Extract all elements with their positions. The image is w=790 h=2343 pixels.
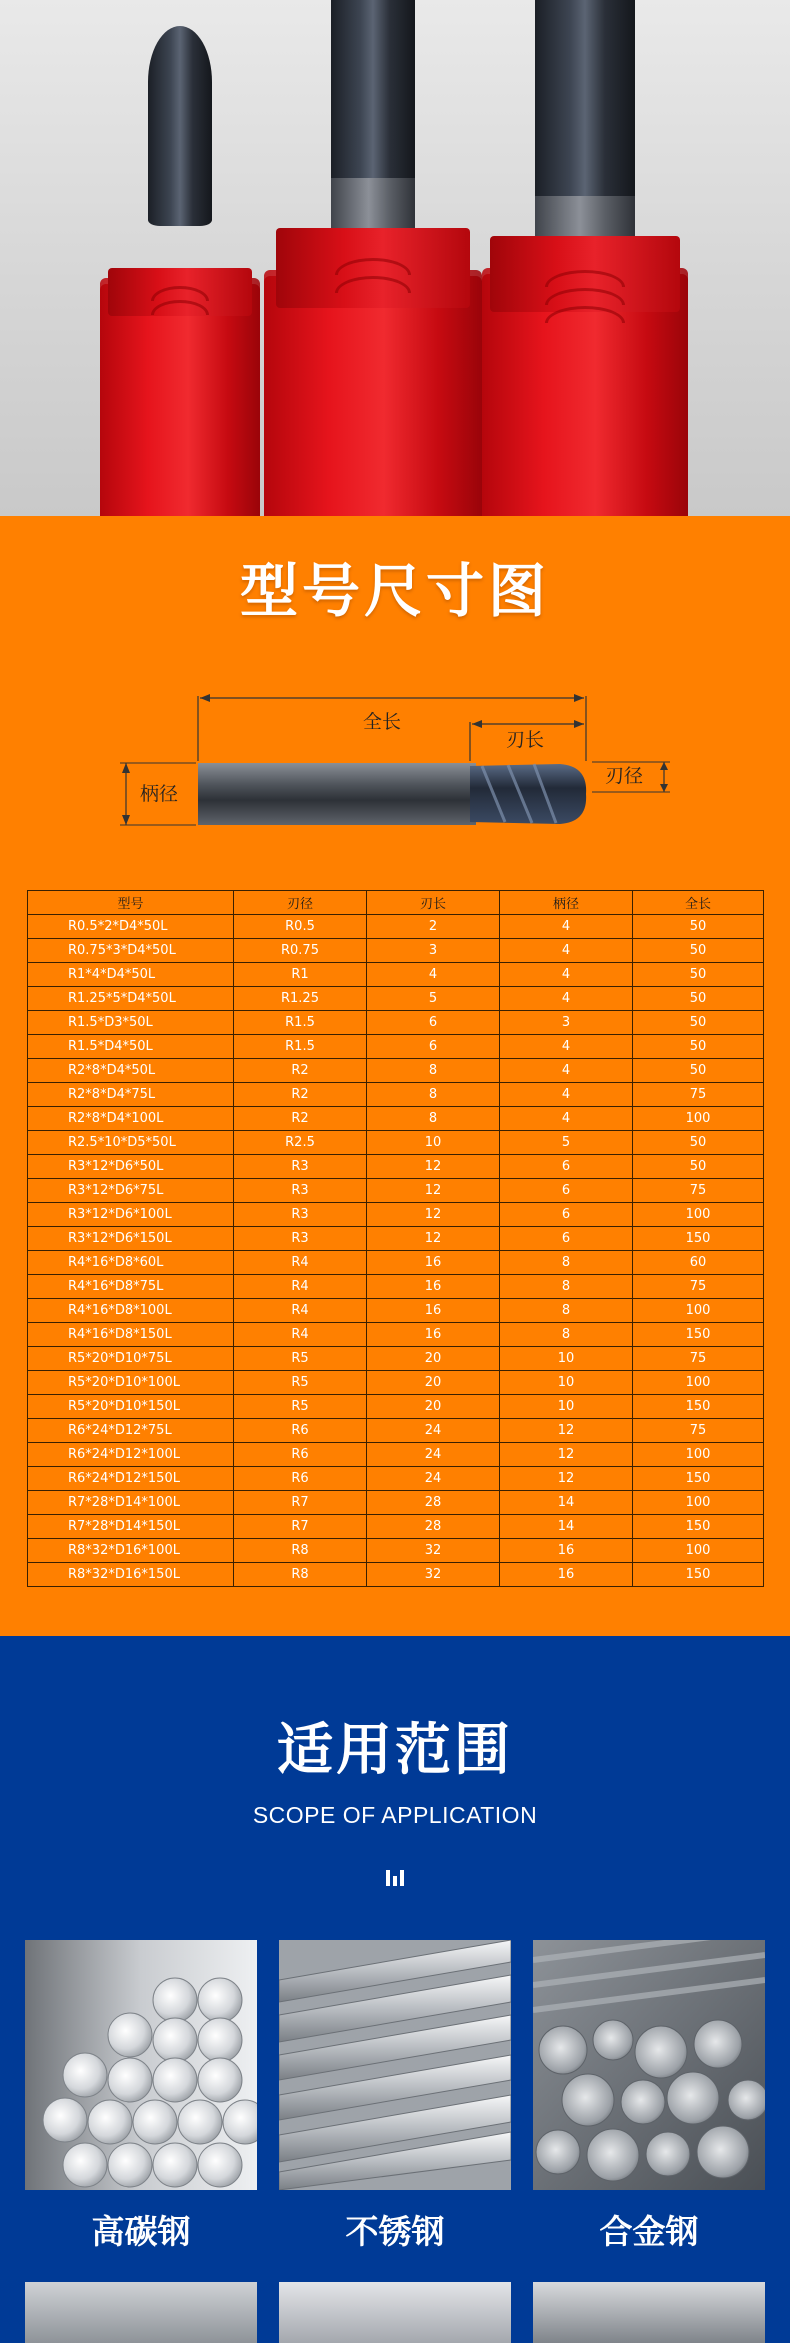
- cell-flute-length: 12: [367, 1179, 500, 1203]
- cell-total-length: 50: [633, 987, 764, 1011]
- table-row: [28, 1059, 764, 1083]
- cell-cutting-diameter: R5: [234, 1347, 367, 1371]
- cell-total-length: 150: [633, 1563, 764, 1587]
- material-photo-alloy-steel: [533, 1940, 765, 2190]
- cell-total-length: 100: [633, 1491, 764, 1515]
- cell-total-length: 50: [633, 1155, 764, 1179]
- cell-flute-length: 12: [367, 1155, 500, 1179]
- table-row: [28, 1395, 764, 1419]
- cell-model: R8*32*D16*100L: [28, 1539, 234, 1563]
- cell-flute-length: 2: [367, 915, 500, 939]
- header-total-length: 全长: [633, 891, 764, 915]
- table-row: [28, 939, 764, 963]
- cell-total-length: 150: [633, 1515, 764, 1539]
- material-photo-row2-1: [25, 2282, 257, 2343]
- cell-shank-diameter: 6: [500, 1227, 633, 1251]
- cell-total-length: 50: [633, 1059, 764, 1083]
- table-row: [28, 1371, 764, 1395]
- cell-flute-length: 32: [367, 1563, 500, 1587]
- cell-cutting-diameter: R4: [234, 1323, 367, 1347]
- cell-flute-length: 12: [367, 1203, 500, 1227]
- cell-model: R4*16*D8*150L: [28, 1323, 234, 1347]
- cell-cutting-diameter: R6: [234, 1443, 367, 1467]
- cell-total-length: 75: [633, 1347, 764, 1371]
- cell-shank-diameter: 4: [500, 1107, 633, 1131]
- cell-shank-diameter: 4: [500, 963, 633, 987]
- cell-model: R5*20*D10*100L: [28, 1371, 234, 1395]
- application-section: [0, 1636, 790, 2343]
- cell-cutting-diameter: R1.5: [234, 1035, 367, 1059]
- table-row: [28, 1155, 764, 1179]
- cell-shank-diameter: 10: [500, 1371, 633, 1395]
- cell-shank-diameter: 8: [500, 1299, 633, 1323]
- cell-flute-length: 16: [367, 1275, 500, 1299]
- spec-table-body: [28, 915, 764, 1587]
- cell-flute-length: 6: [367, 1011, 500, 1035]
- cell-model: R8*32*D16*150L: [28, 1563, 234, 1587]
- table-row: [28, 1515, 764, 1539]
- header-model: 型号: [28, 891, 234, 915]
- header-shank-diameter: 柄径: [500, 891, 633, 915]
- cell-model: R3*12*D6*50L: [28, 1155, 234, 1179]
- cell-flute-length: 8: [367, 1059, 500, 1083]
- cell-total-length: 150: [633, 1227, 764, 1251]
- cell-model: R1.5*D4*50L: [28, 1035, 234, 1059]
- cell-model: R6*24*D12*75L: [28, 1419, 234, 1443]
- cell-total-length: 75: [633, 1083, 764, 1107]
- cell-flute-length: 24: [367, 1467, 500, 1491]
- table-row: [28, 1347, 764, 1371]
- table-row: [28, 1563, 764, 1587]
- cell-shank-diameter: 6: [500, 1179, 633, 1203]
- cell-model: R6*24*D12*150L: [28, 1467, 234, 1491]
- cell-total-length: 100: [633, 1299, 764, 1323]
- cell-model: R4*16*D8*60L: [28, 1251, 234, 1275]
- cell-total-length: 100: [633, 1443, 764, 1467]
- table-row: [28, 1323, 764, 1347]
- cell-flute-length: 20: [367, 1371, 500, 1395]
- cell-cutting-diameter: R6: [234, 1467, 367, 1491]
- table-row: [28, 1275, 764, 1299]
- cell-cutting-diameter: R2: [234, 1107, 367, 1131]
- cell-flute-length: 24: [367, 1443, 500, 1467]
- cell-total-length: 75: [633, 1419, 764, 1443]
- cell-model: R1.25*5*D4*50L: [28, 987, 234, 1011]
- cell-shank-diameter: 12: [500, 1467, 633, 1491]
- cell-shank-diameter: 12: [500, 1419, 633, 1443]
- cell-flute-length: 20: [367, 1395, 500, 1419]
- size-chart-title: 型号尺寸图: [239, 557, 550, 625]
- product-photo: [0, 0, 790, 516]
- cell-cutting-diameter: R4: [234, 1299, 367, 1323]
- ball-end-mill-small: [90, 0, 270, 516]
- table-row: [28, 987, 764, 1011]
- cell-total-length: 150: [633, 1467, 764, 1491]
- cell-model: R2.5*10*D5*50L: [28, 1131, 234, 1155]
- cell-cutting-diameter: R5: [234, 1371, 367, 1395]
- cell-cutting-diameter: R0.75: [234, 939, 367, 963]
- cell-shank-diameter: 14: [500, 1491, 633, 1515]
- cell-flute-length: 4: [367, 963, 500, 987]
- cell-cutting-diameter: R4: [234, 1275, 367, 1299]
- table-row: [28, 1011, 764, 1035]
- cell-flute-length: 28: [367, 1515, 500, 1539]
- cell-flute-length: 28: [367, 1491, 500, 1515]
- cell-flute-length: 16: [367, 1323, 500, 1347]
- table-row: [28, 1227, 764, 1251]
- cell-model: R6*24*D12*100L: [28, 1443, 234, 1467]
- cell-cutting-diameter: R3: [234, 1155, 367, 1179]
- cell-flute-length: 20: [367, 1347, 500, 1371]
- cell-total-length: 75: [633, 1275, 764, 1299]
- material-label-alloy-steel: 合金钢: [599, 2212, 699, 2251]
- cell-model: R2*8*D4*50L: [28, 1059, 234, 1083]
- application-title: 适用范围: [277, 1718, 513, 1783]
- cell-total-length: 50: [633, 1035, 764, 1059]
- cell-cutting-diameter: R7: [234, 1515, 367, 1539]
- cell-total-length: 50: [633, 915, 764, 939]
- table-row: [28, 1035, 764, 1059]
- cell-model: R0.5*2*D4*50L: [28, 915, 234, 939]
- cell-model: R2*8*D4*75L: [28, 1083, 234, 1107]
- cell-model: R3*12*D6*100L: [28, 1203, 234, 1227]
- cell-cutting-diameter: R2.5: [234, 1131, 367, 1155]
- cell-shank-diameter: 4: [500, 987, 633, 1011]
- table-row: [28, 1107, 764, 1131]
- cell-model: R0.75*3*D4*50L: [28, 939, 234, 963]
- cell-cutting-diameter: R0.5: [234, 915, 367, 939]
- cell-total-length: 50: [633, 939, 764, 963]
- cell-model: R4*16*D8*75L: [28, 1275, 234, 1299]
- cell-shank-diameter: 4: [500, 1035, 633, 1059]
- cell-flute-length: 6: [367, 1035, 500, 1059]
- cell-model: R1.5*D3*50L: [28, 1011, 234, 1035]
- table-row: [28, 1179, 764, 1203]
- table-row: [28, 1443, 764, 1467]
- cell-model: R4*16*D8*100L: [28, 1299, 234, 1323]
- cell-total-length: 150: [633, 1323, 764, 1347]
- cell-shank-diameter: 4: [500, 939, 633, 963]
- table-row: [28, 1131, 764, 1155]
- cell-cutting-diameter: R5: [234, 1395, 367, 1419]
- cell-total-length: 75: [633, 1179, 764, 1203]
- table-row: [28, 1203, 764, 1227]
- table-row: [28, 963, 764, 987]
- cell-cutting-diameter: R8: [234, 1539, 367, 1563]
- cell-shank-diameter: 12: [500, 1443, 633, 1467]
- cell-cutting-diameter: R3: [234, 1227, 367, 1251]
- cell-cutting-diameter: R2: [234, 1083, 367, 1107]
- header-cutting-diameter: 刃径: [234, 891, 367, 915]
- cell-cutting-diameter: R1.25: [234, 987, 367, 1011]
- cutting-diameter-label: 刃径: [605, 765, 644, 787]
- cell-model: R3*12*D6*75L: [28, 1179, 234, 1203]
- cell-total-length: 50: [633, 1011, 764, 1035]
- cell-cutting-diameter: R8: [234, 1563, 367, 1587]
- shank-diameter-label: 柄径: [140, 783, 179, 805]
- table-row: [28, 1299, 764, 1323]
- cell-shank-diameter: 8: [500, 1275, 633, 1299]
- table-header-row: [28, 891, 764, 915]
- cell-flute-length: 8: [367, 1083, 500, 1107]
- cell-cutting-diameter: R3: [234, 1203, 367, 1227]
- cell-total-length: 100: [633, 1203, 764, 1227]
- header-flute-length: 刃长: [367, 891, 500, 915]
- material-photo-row2-3: [533, 2282, 765, 2343]
- cell-shank-diameter: 8: [500, 1323, 633, 1347]
- table-row: [28, 1251, 764, 1275]
- cell-model: R1*4*D4*50L: [28, 963, 234, 987]
- cell-total-length: 100: [633, 1539, 764, 1563]
- cell-flute-length: 5: [367, 987, 500, 1011]
- cell-shank-diameter: 8: [500, 1251, 633, 1275]
- cell-flute-length: 3: [367, 939, 500, 963]
- cell-flute-length: 16: [367, 1299, 500, 1323]
- cell-cutting-diameter: R2: [234, 1059, 367, 1083]
- cell-shank-diameter: 4: [500, 1059, 633, 1083]
- cell-shank-diameter: 16: [500, 1563, 633, 1587]
- material-photo-high-carbon-steel: [25, 1940, 257, 2190]
- cell-total-length: 50: [633, 1131, 764, 1155]
- cell-shank-diameter: 5: [500, 1131, 633, 1155]
- cell-shank-diameter: 14: [500, 1515, 633, 1539]
- size-chart-section: [0, 516, 790, 1636]
- cell-flute-length: 16: [367, 1251, 500, 1275]
- cell-flute-length: 8: [367, 1107, 500, 1131]
- spec-table: [27, 890, 764, 1587]
- cell-model: R7*28*D14*100L: [28, 1491, 234, 1515]
- cell-shank-diameter: 6: [500, 1203, 633, 1227]
- application-subtitle: SCOPE OF APPLICATION: [252, 1802, 538, 1828]
- cell-cutting-diameter: R1: [234, 963, 367, 987]
- cell-shank-diameter: 6: [500, 1155, 633, 1179]
- cell-cutting-diameter: R4: [234, 1251, 367, 1275]
- cell-cutting-diameter: R6: [234, 1419, 367, 1443]
- cell-model: R5*20*D10*75L: [28, 1347, 234, 1371]
- cell-model: R2*8*D4*100L: [28, 1107, 234, 1131]
- cell-shank-diameter: 3: [500, 1011, 633, 1035]
- total-length-label: 全长: [363, 711, 402, 733]
- cell-total-length: 60: [633, 1251, 764, 1275]
- cell-flute-length: 24: [367, 1419, 500, 1443]
- table-row: [28, 1083, 764, 1107]
- table-row: [28, 1491, 764, 1515]
- cell-model: R7*28*D14*150L: [28, 1515, 234, 1539]
- cell-cutting-diameter: R3: [234, 1179, 367, 1203]
- decorative-bars-icon: [384, 1868, 406, 1888]
- cell-model: R3*12*D6*150L: [28, 1227, 234, 1251]
- cell-model: R5*20*D10*150L: [28, 1395, 234, 1419]
- cell-shank-diameter: 10: [500, 1347, 633, 1371]
- cell-shank-diameter: 4: [500, 915, 633, 939]
- material-label-stainless-steel: 不锈钢: [345, 2212, 445, 2251]
- cell-flute-length: 12: [367, 1227, 500, 1251]
- cell-shank-diameter: 4: [500, 1083, 633, 1107]
- cell-flute-length: 32: [367, 1539, 500, 1563]
- flute-length-label: 刃长: [506, 729, 545, 751]
- cell-flute-length: 10: [367, 1131, 500, 1155]
- cell-cutting-diameter: R7: [234, 1491, 367, 1515]
- cell-total-length: 100: [633, 1107, 764, 1131]
- material-photo-stainless-steel: [279, 1940, 511, 2190]
- ball-end-mill-medium: [262, 0, 484, 516]
- table-row: [28, 1467, 764, 1491]
- cell-total-length: 150: [633, 1395, 764, 1419]
- dimension-diagram: [0, 516, 790, 876]
- material-photo-row2-2: [279, 2282, 511, 2343]
- table-row: [28, 1419, 764, 1443]
- cell-shank-diameter: 16: [500, 1539, 633, 1563]
- material-label-high-carbon-steel: 高碳钢: [91, 2212, 191, 2251]
- cell-cutting-diameter: R1.5: [234, 1011, 367, 1035]
- cell-total-length: 50: [633, 963, 764, 987]
- cell-total-length: 100: [633, 1371, 764, 1395]
- table-row: [28, 915, 764, 939]
- cell-shank-diameter: 10: [500, 1395, 633, 1419]
- ball-end-mill-large: [478, 0, 692, 516]
- table-row: [28, 1539, 764, 1563]
